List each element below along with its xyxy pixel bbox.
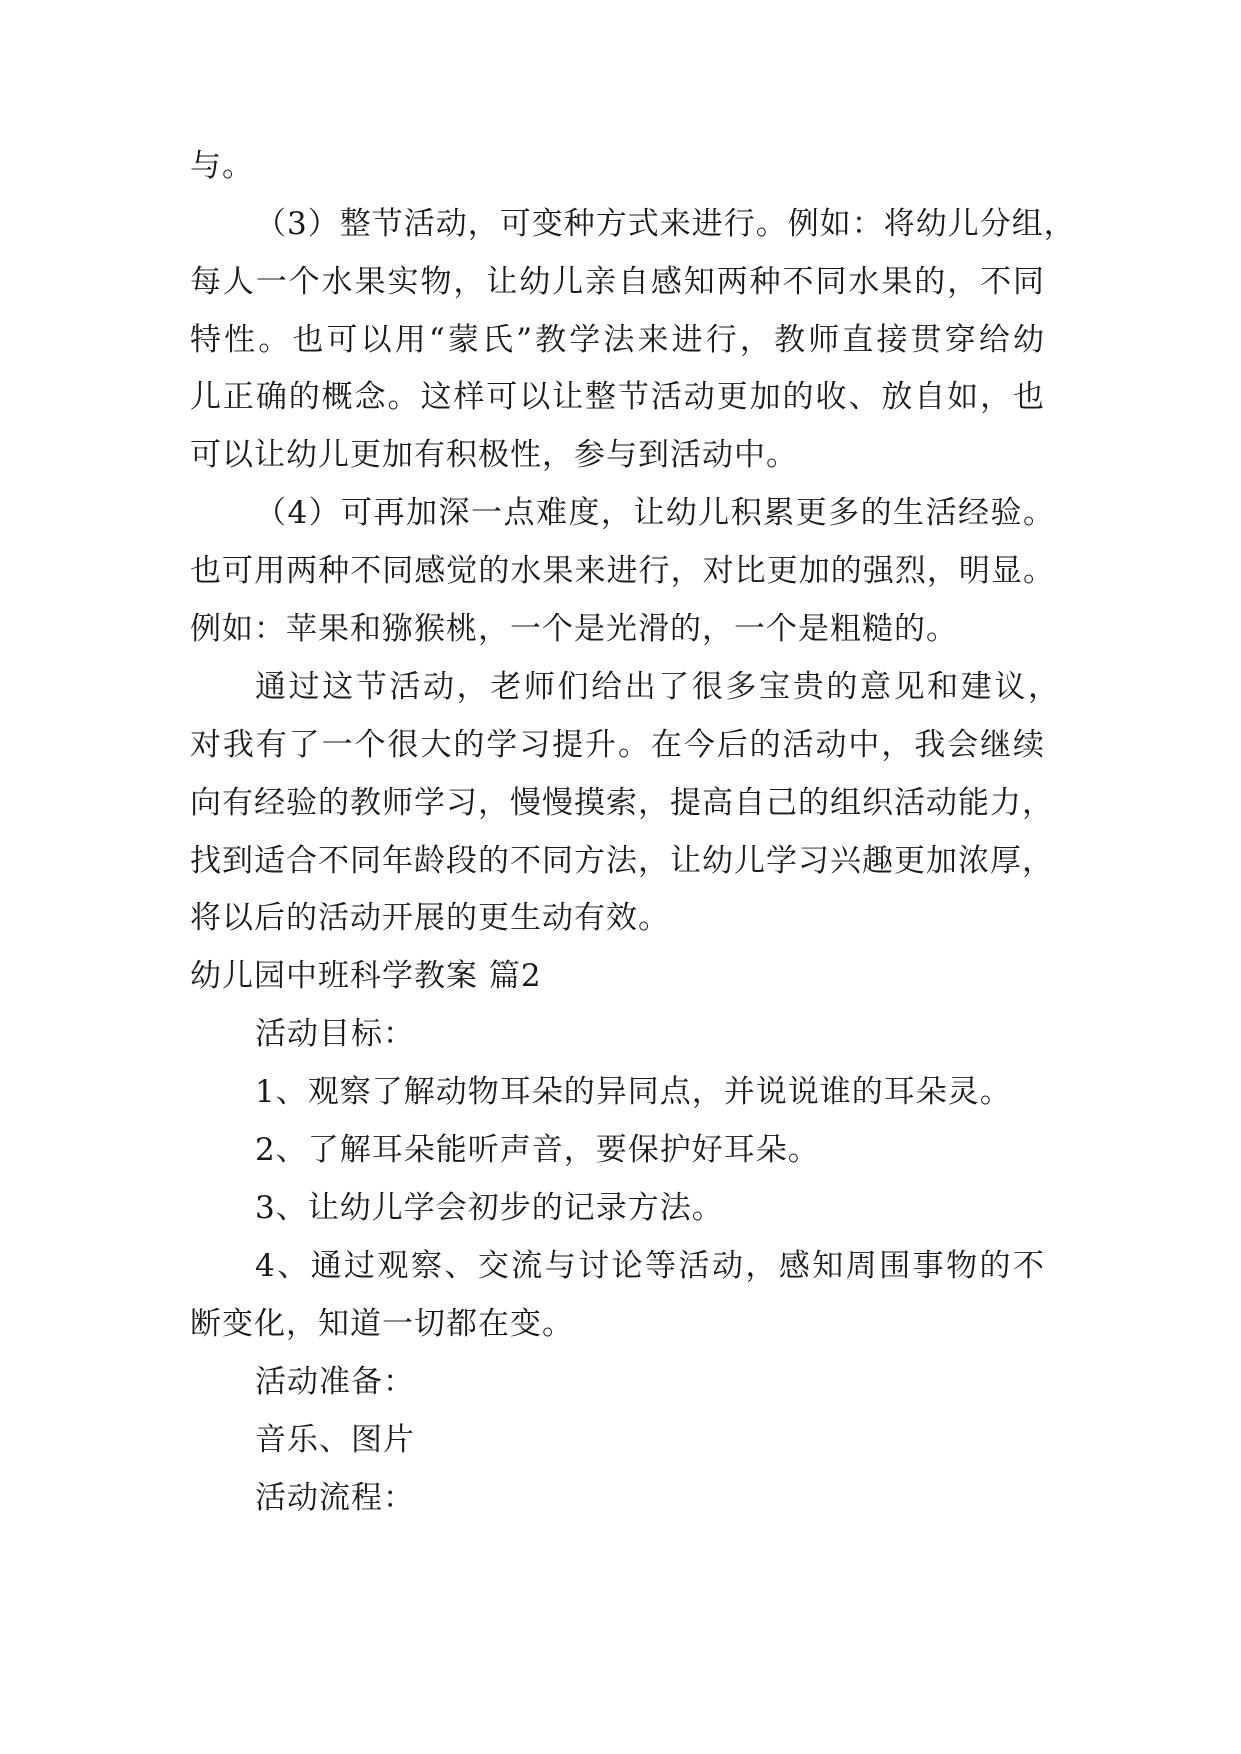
paragraph-line: 每人一个水果实物，让幼儿亲自感知两种不同水果的，不同 — [190, 264, 1045, 300]
paragraph-line: 通过这节活动，老师们给出了很多宝贵的意见和建议， — [255, 669, 1060, 705]
paragraph-line: 例如：苹果和猕猴桃，一个是光滑的，一个是粗糙的。 — [190, 611, 958, 647]
paragraph-line: （4）可再加深一点难度，让幼儿积累更多的生活经验。 — [255, 495, 1055, 531]
section-heading: 幼儿园中班科学教案 篇2 — [190, 958, 542, 994]
paragraph-line: 向有经验的教师学习，慢慢摸索，提高自己的组织活动能力， — [190, 785, 1054, 821]
list-item-continuation: 断变化，知道一切都在变。 — [190, 1306, 574, 1342]
paragraph-line: 可以让幼儿更加有积极性，参与到活动中。 — [190, 437, 798, 473]
paragraph-line: （3）整节活动，可变种方式来进行。例如：将幼儿分组， — [255, 206, 1076, 242]
paragraph-line: 特性。也可以用“蒙氏”教学法来进行，教师直接贯穿给幼 — [190, 322, 1045, 358]
paragraph-line: 也可用两种不同感觉的水果来进行，对比更加的强烈，明显。 — [190, 553, 1055, 589]
paragraph-line: 音乐、图片 — [255, 1422, 415, 1458]
list-item: 1、观察了解动物耳朵的异同点，并说说谁的耳朵灵。 — [255, 1074, 1012, 1110]
paragraph-line: 对我有了一个很大的学习提升。在今后的活动中，我会继续 — [190, 727, 1045, 763]
text-line: 与。 — [190, 148, 254, 184]
subheading: 活动准备： — [255, 1364, 415, 1400]
subheading: 活动目标： — [255, 1016, 415, 1052]
paragraph-line: 找到适合不同年龄段的不同方法，让幼儿学习兴趣更加浓厚， — [190, 843, 1054, 879]
paragraph-line: 将以后的活动开展的更生动有效。 — [190, 900, 670, 936]
list-item: 4、通过观察、交流与讨论等活动，感知周围事物的不 — [255, 1248, 1045, 1284]
paragraph-line: 儿正确的概念。这样可以让整节活动更加的收、放自如，也 — [190, 379, 1045, 415]
list-item: 2、了解耳朵能听声音，要保护好耳朵。 — [255, 1132, 820, 1168]
list-item: 3、让幼儿学会初步的记录方法。 — [255, 1190, 724, 1226]
subheading: 活动流程： — [255, 1480, 415, 1516]
